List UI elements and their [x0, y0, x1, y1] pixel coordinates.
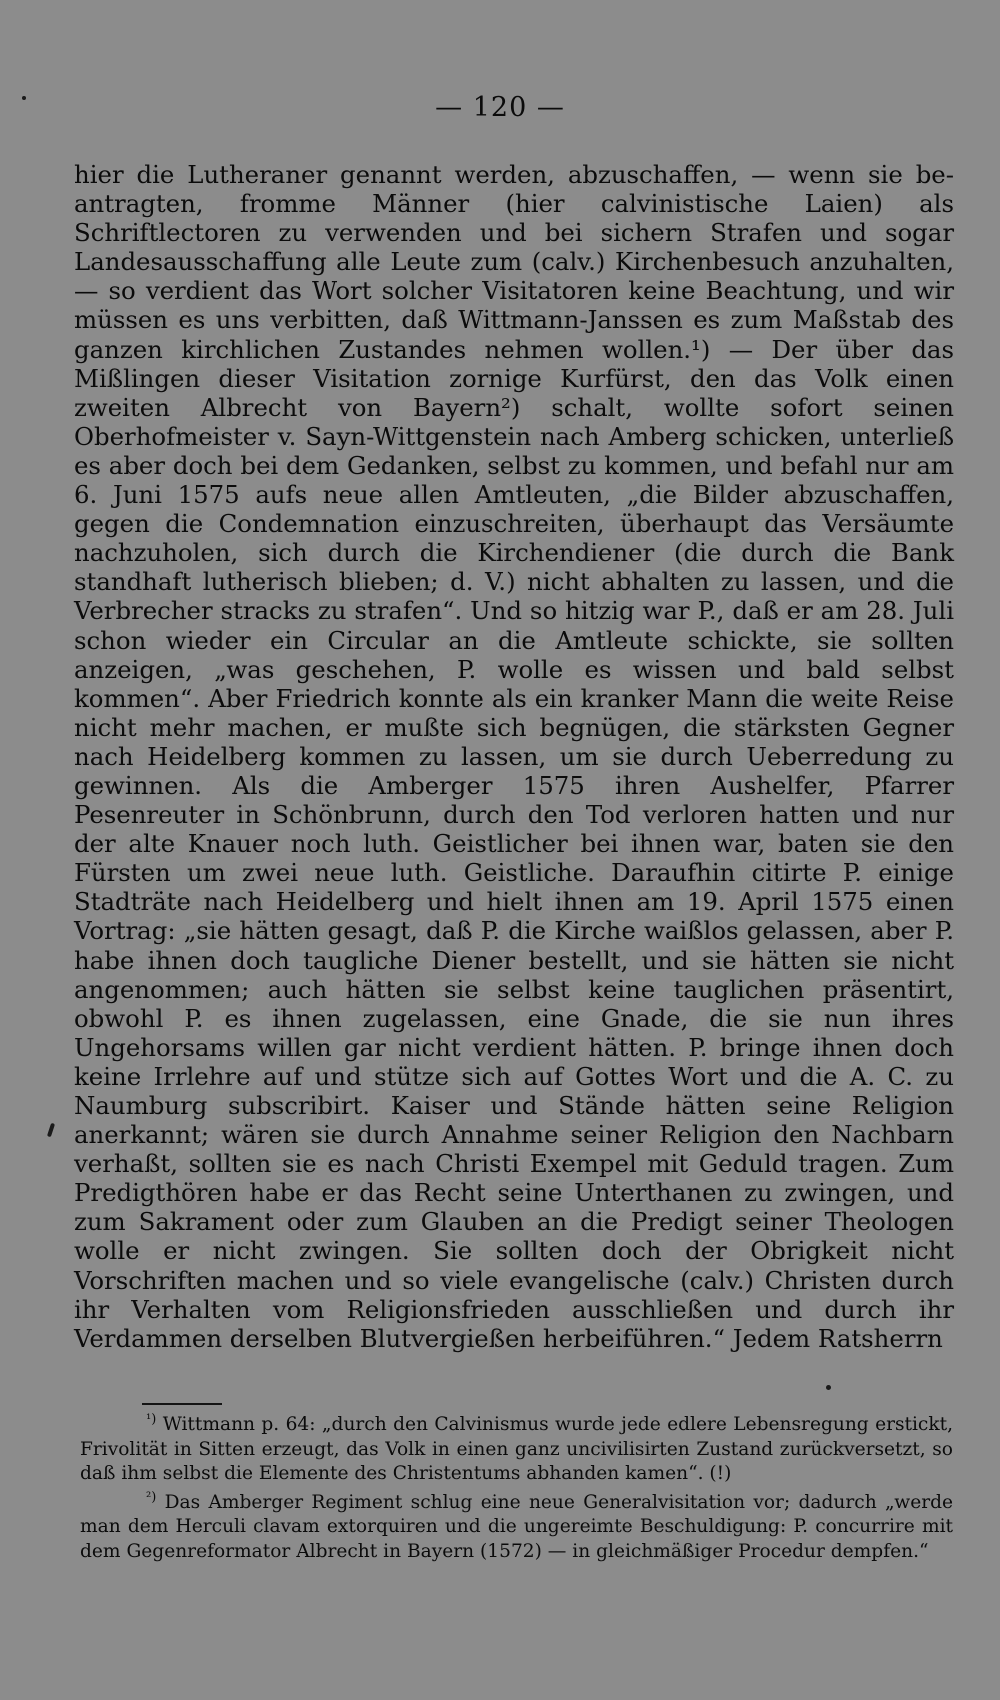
paper-speck: [826, 1385, 831, 1390]
footnote-2: [80, 1491, 953, 1565]
footnote-text: Das Amberger Regiment schlug eine neue Generalvisitation vor; dadurch „werde man dem Herculi clavam extorquiren und die ungereimte Beschuldigung: P. concurrire mit dem Gegenreformator Albrecht in Bayern (1572) — in gleichmäßiger Procedur dempfen.“: [80, 1491, 953, 1562]
body-text: hier die Lutheraner genannt werden, abzuschaffen, — wenn sie beantragten, fromme Männer (hier calvinistische Laien) als Schriftlectoren zu verwenden und bei sichern Strafen und sogar Landesausschaffung alle Leute zum (calv.) Kirchenbesuch anzuhalten, — so verdient das Wort solcher Visitatoren keine Beachtung, und wir müssen es uns verbitten, daß Wittmann-Janssen es zum Maßstab des ganzen kirchlichen Zustandes nehmen wollen.¹) — Der über das Mißlingen dieser Visitation zornige Kurfürst, den das Volk einen zweiten Albrecht von Bayern²) schalt, wollte sofort seinen Oberhofmeister v. Sayn-Wittgenstein nach Amberg schicken, unterließ es aber doch bei dem Gedanken, selbst zu kommen, und befahl nur am 6. Juni 1575 aufs neue allen Amtleuten, „die Bilder abzuschaffen, gegen die Condemnation einzuschreiten, überhaupt das Versäumte nachzuholen, sich durch die Kirchendiener (die durch die Bank standhaft lutherisch blieben; d. V.) nicht abhalten zu lassen, und die Verbrecher stracks zu strafen“. Und so hitzig war P., daß er am 28. Juli schon wieder ein Circular an die Amtleute schickte, sie sollten anzeigen, „was geschehen, P. wolle es wissen und bald selbst kommen“. Aber Friedrich konnte als ein kranker Mann die weite Reise nicht mehr machen, er mußte sich begnügen, die stärksten Gegner nach Heidelberg kommen zu lassen, um sie durch Ueberredung zu gewinnen. Als die Amberger 1575 ihren Aushelfer, Pfarrer Pesenreuter in Schönbrunn, durch den Tod verloren hatten und nur der alte Knauer noch luth. Geistlicher bei ihnen war, baten sie den Fürsten um zwei neue luth. Geistliche. Daraufhin citirte P. einige Stadträte nach Heidelberg und hielt ihnen am 19. April 1575 einen Vortrag: „sie hätten gesagt, daß P. die Kirche waißlos gelassen, aber P. habe ihnen doch taugliche Diener bestellt, und sie hätten sie nicht angenommen; auch hätten sie selbst keine tauglichen präsentirt, obwohl P. es ihnen zugelassen, eine Gnade, die sie nun ihres Ungehorsams willen gar nicht verdient hätten. P. bringe ihnen doch keine Irrlehre auf und stütze sich auf Gottes Wort und die A. C. zu Naumburg subscribirt. Kaiser und Stände hätten seine Religion anerkannt; wären sie durch Annahme seiner Religion den Nachbarn verhaßt, sollten sie es nach Christi Exempel mit Geduld tragen. Zum Predigthören habe er das Recht seine Unterthanen zu zwingen, und zum Sakrament oder zum Glauben an die Predigt seiner Theologen wolle er nicht zwingen. Sie sollten doch der Obrigkeit nicht Vorschriften machen und so viele evangelische (calv.) Christen durch ihr Verhalten vom Religionsfrieden ausschließen und durch ihr Verdammen derselben Blutvergießen herbeiführen.“ Jedem Ratsherrn: [74, 160, 954, 1353]
footnote-marker: ²): [146, 1489, 157, 1505]
footnote-marker: ¹): [146, 1411, 157, 1427]
footnote-divider: [142, 1403, 222, 1405]
margin-mark: [47, 1123, 55, 1138]
footnote-1: [80, 1413, 953, 1487]
page-number: — 120 —: [435, 92, 565, 123]
footnote-text: Wittmann p. 64: „durch den Calvinismus wurde jede edlere Lebensregung erstickt, Frivolität in Sitten erzeugt, das Volk in einen ganz uncivilisirten Zustand zurückversetzt, so daß ihm selbst die Elemente des Christentums abhanden kamen“. (!): [80, 1414, 953, 1484]
footnotes: [80, 1413, 953, 1568]
